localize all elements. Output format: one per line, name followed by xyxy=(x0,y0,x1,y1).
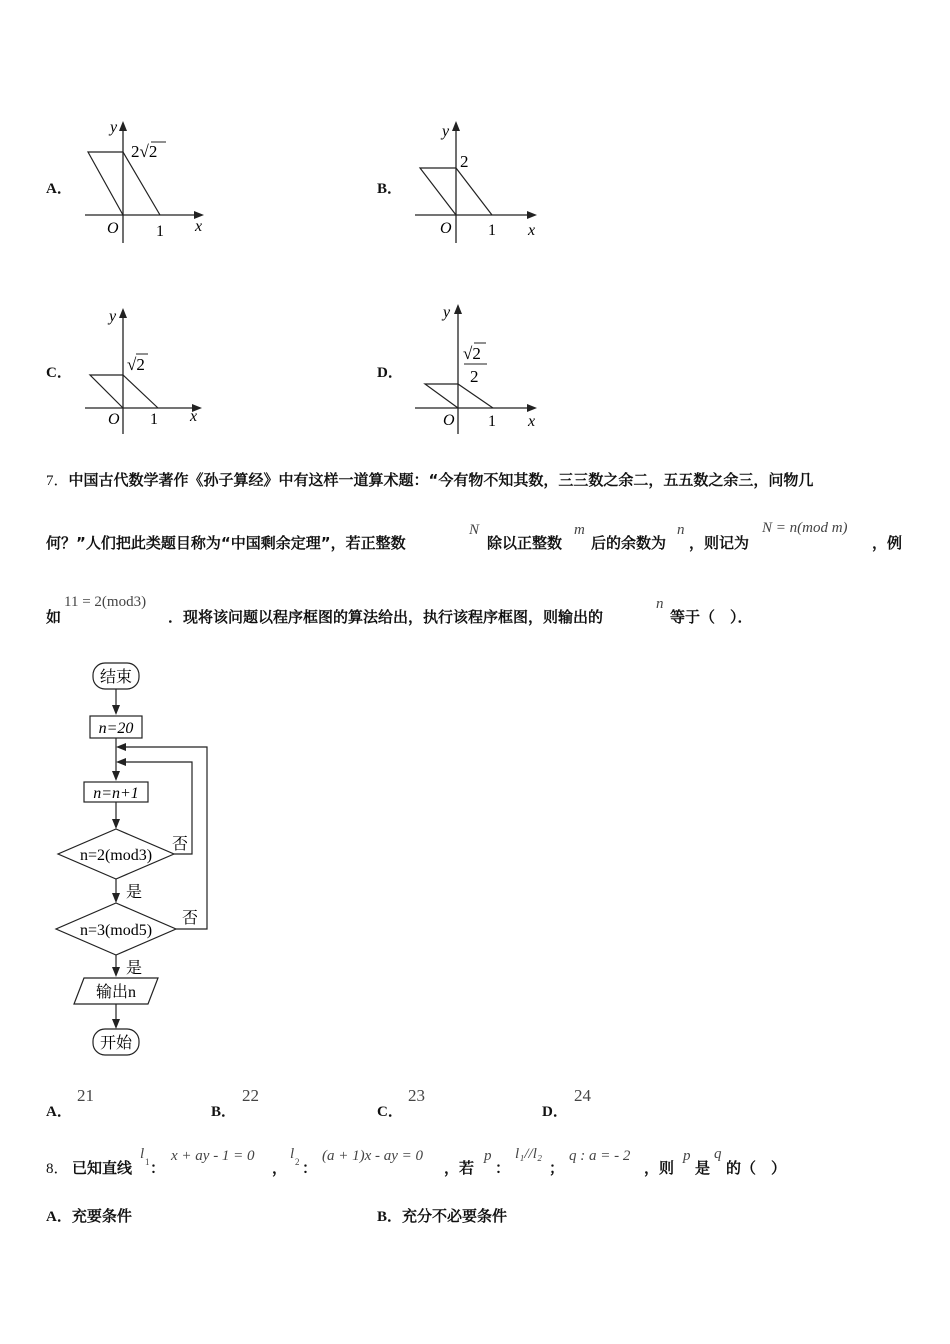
q7-text2b: 除以正整数 xyxy=(487,534,563,552)
q7-option-b-label[interactable]: B． xyxy=(211,1104,237,1120)
q7-option-c-label[interactable]: C． xyxy=(377,1104,403,1120)
q7-math-mod: N = n(mod m) xyxy=(762,520,848,536)
q8-semicolon: ； xyxy=(549,1159,565,1177)
option-d-label: D． xyxy=(377,365,403,381)
output-label: 输出n xyxy=(95,984,137,1001)
q7-text1: 中国古代数学著作《孙子算经》中有这样一道算术题：“今有物不知其数，三三数之余二，五五数之余三，问物几 xyxy=(68,471,814,489)
q8-p2: p xyxy=(683,1148,691,1164)
arrow xyxy=(116,743,126,751)
origin-label: O xyxy=(443,412,455,429)
q8-option-b-label: B． xyxy=(377,1209,403,1225)
q7-options xyxy=(46,1084,666,1124)
q8-line xyxy=(46,1146,906,1180)
q8-option-a-text: 充要条件 xyxy=(71,1207,132,1225)
q8-parallel: l₁//l₂ xyxy=(515,1146,543,1162)
yes1-label: 是 xyxy=(126,884,143,901)
origin-label: O xyxy=(108,411,120,428)
option-a-label: A． xyxy=(46,181,72,197)
q7-option-c-value[interactable]: 23 xyxy=(408,1086,425,1105)
end-label: 结束 xyxy=(99,669,133,686)
x-label: x xyxy=(528,413,536,430)
x-label: x xyxy=(528,222,536,239)
q7-text2c: 后的余数为 xyxy=(591,534,667,552)
q7-option-a-label[interactable]: A． xyxy=(46,1104,72,1120)
graph-c xyxy=(80,300,210,440)
tick-x-label: 1 xyxy=(488,413,496,430)
arrow xyxy=(112,705,120,715)
y-label: y xyxy=(110,119,118,136)
q7-text2a: 何？”人们把此类题目称为“中国剩余定理”，若正整数 xyxy=(46,534,406,552)
q8-colon1: ： xyxy=(150,1159,166,1177)
y-label: y xyxy=(109,308,117,325)
x-axis-arrow xyxy=(527,404,537,412)
y-axis-arrow xyxy=(119,308,127,318)
tick-x-label: 1 xyxy=(156,223,164,240)
condition1-label: n=2(mod3) xyxy=(79,847,153,864)
y-axis-arrow xyxy=(119,121,127,131)
y-label: y xyxy=(442,123,450,140)
arrow xyxy=(112,819,120,829)
q8-number: 8． xyxy=(46,1161,69,1177)
q8-option-b[interactable] xyxy=(377,1205,507,1226)
q8-l1-sub: 1 xyxy=(145,1157,150,1167)
q8-text1: 已知直线 xyxy=(72,1159,133,1177)
q7-line2 xyxy=(46,522,906,562)
tick-y-numerator: √2 xyxy=(463,344,481,363)
no2-label: 否 xyxy=(182,910,199,927)
option-b-label: B． xyxy=(377,181,403,197)
q8-colon3: ： xyxy=(495,1159,511,1177)
arrow xyxy=(116,758,126,766)
q8-option-a[interactable] xyxy=(46,1205,132,1226)
q7-line3 xyxy=(46,594,906,634)
q8-q-def: q : a = - 2 xyxy=(569,1148,631,1164)
q8-q2: q xyxy=(714,1146,722,1162)
tick-x-label: 1 xyxy=(488,222,496,239)
q8-text5: 的（ ） xyxy=(726,1159,787,1177)
q7-math-example: 11 = 2(mod3) xyxy=(64,594,147,610)
graph-shape xyxy=(88,152,160,215)
q8-p: p xyxy=(484,1148,492,1164)
q7-text2e: ，例 xyxy=(872,534,903,552)
y-axis-arrow xyxy=(452,121,460,131)
origin-label: O xyxy=(107,220,119,237)
y-label: y xyxy=(443,304,451,321)
q7-line1 xyxy=(46,469,813,490)
tick-y-label: 2√2 xyxy=(131,142,158,161)
tick-y-label: √2 xyxy=(127,355,145,374)
q7-text3c: 等于（ ）． xyxy=(670,608,753,626)
q8-eq1: x + ay - 1 = 0 xyxy=(171,1148,255,1164)
q8-option-b-text: 充分不必要条件 xyxy=(402,1207,508,1225)
arrow xyxy=(112,771,120,781)
q7-option-d-label[interactable]: D． xyxy=(542,1104,568,1120)
condition2-label: n=3(mod5) xyxy=(79,922,153,939)
q7-text2d: ，则记为 xyxy=(689,534,750,552)
q7-math-n2: n xyxy=(656,596,664,612)
yes2-label: 是 xyxy=(126,960,143,977)
tick-y-denominator: 2 xyxy=(470,367,479,386)
q7-math-n: n xyxy=(677,522,685,538)
q8-option-a-label: A． xyxy=(46,1209,72,1225)
q8-l2-sub: 2 xyxy=(295,1157,300,1167)
q8-l2: l xyxy=(290,1146,295,1162)
graph-a xyxy=(80,115,210,245)
graph-shape xyxy=(90,375,158,408)
q7-option-b-value[interactable]: 22 xyxy=(242,1086,259,1105)
q8-colon2: ： xyxy=(302,1159,318,1177)
x-label: x xyxy=(195,218,203,235)
arrow xyxy=(112,893,120,903)
q7-math-m: m xyxy=(574,522,585,538)
origin-label: O xyxy=(440,220,452,237)
flowchart xyxy=(50,655,220,1065)
start-label: 开始 xyxy=(99,1035,133,1052)
x-axis-arrow xyxy=(527,211,537,219)
arrow xyxy=(112,1019,120,1029)
q8-comma: ， xyxy=(272,1159,288,1177)
q8-text4: 是 xyxy=(695,1159,711,1177)
q7-text3a: 如 xyxy=(46,608,62,626)
q8-text3: ，则 xyxy=(644,1159,675,1177)
q8-text2: ，若 xyxy=(444,1159,475,1177)
q7-text3b: ．现将该问题以程序框图的算法给出，执行该程序框图，则输出的 xyxy=(168,608,604,626)
x-label: x xyxy=(190,408,198,425)
y-axis-arrow xyxy=(454,304,462,314)
q7-option-d-value[interactable]: 24 xyxy=(574,1086,591,1105)
graph-d xyxy=(410,296,545,436)
init-label: n=20 xyxy=(98,720,134,737)
no1-label: 否 xyxy=(172,836,189,853)
graph-shape xyxy=(425,384,493,408)
arrow xyxy=(112,967,120,977)
tick-y-label: 2 xyxy=(460,152,469,171)
q8-eq2: (a + 1)x - ay = 0 xyxy=(322,1148,424,1164)
tick-x-label: 1 xyxy=(150,411,158,428)
option-c-label: C． xyxy=(46,365,72,381)
q8-l1: l xyxy=(140,1146,145,1162)
increment-label: n=n+1 xyxy=(93,785,139,802)
q7-option-a-value[interactable]: 21 xyxy=(77,1086,94,1105)
graph-b xyxy=(410,115,545,245)
q7-math-N: N xyxy=(469,522,480,538)
q7-number: 7． xyxy=(46,473,69,489)
